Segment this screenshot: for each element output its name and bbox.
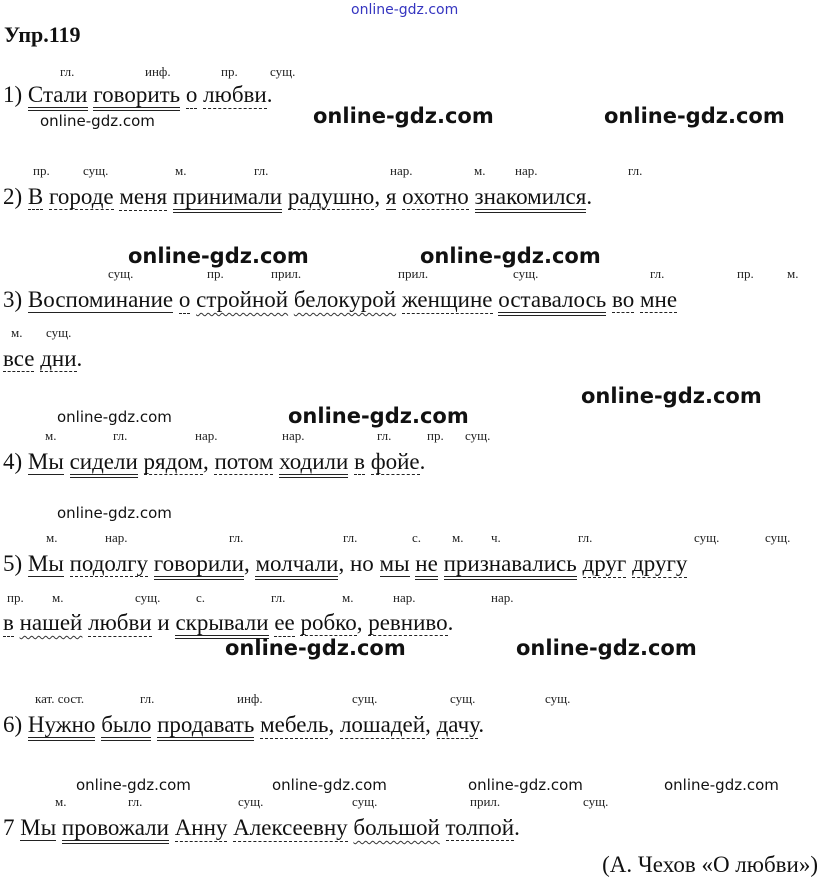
word-adverbial: ревниво [368,610,448,635]
pos-label: сущ. [545,691,571,706]
word-object: любви [203,82,267,107]
pos-label: гл. [343,530,358,545]
punct: , [202,449,215,474]
sentence-2 [3,184,592,210]
word-object: о [185,82,198,107]
pos-label: гл. [628,163,643,178]
word-adverbial: В [27,184,44,209]
word-predicate: Стали [28,82,88,111]
word-attribute: белокурой [293,287,397,312]
pos-label: инф. [237,691,263,706]
pos-label: сущ. [694,530,720,545]
watermark: online-gdz.com [225,636,406,660]
pos-label: гл. [113,428,128,443]
pos-label: гл. [254,163,269,178]
word-adverbial: в [354,449,365,474]
word-subject: Воспоминание [27,287,174,312]
word-adverbial: рядом [143,449,203,474]
word-subject: Мы [27,551,64,576]
word-object: меня [119,184,168,209]
watermark: online-gdz.com [272,776,387,794]
word-predicate: провожали [62,815,169,844]
punct: , [356,610,369,635]
sentence-3-line-1 [3,287,677,313]
pos-label: прил. [398,266,429,281]
watermark: online-gdz.com [581,384,762,408]
pos-label: сущ. [765,530,791,545]
pos-label: с. [196,590,206,605]
pos-label: инф. [145,64,171,79]
word-object: о [178,287,191,312]
word-adverbial: все [3,346,35,371]
word-adverbial: мне [640,287,678,312]
pos-label: нар. [282,428,305,443]
pos-label: с. [412,530,422,545]
pos-label: м. [52,590,64,605]
word-attribute: большой [353,815,440,840]
pos-label: нар. [390,163,413,178]
pos-label: пр. [7,590,24,605]
sentence-number: 3) [3,287,23,312]
watermark: online-gdz.com [288,404,469,428]
word-predicate: знакомился [475,184,587,213]
watermark: online-gdz.com [57,408,172,426]
exercise-title: Упр.119 [4,22,81,47]
pos-label: пр. [427,428,444,443]
watermark: online-gdz.com [76,776,191,794]
pos-label: сущ. [352,691,378,706]
pos-label: сущ. [83,163,109,178]
pos-label: сущ. [465,428,491,443]
pos-label: м. [55,794,67,809]
pos-label: сущ. [270,64,296,79]
punct: . [76,346,83,371]
word-object: Алексеевну [233,815,348,840]
pos-label: нар. [195,428,218,443]
watermark: online-gdz.com [468,776,583,794]
pos-label: сущ. [238,794,264,809]
sentence-5-line-1 [3,551,687,577]
watermark: online-gdz.com [604,104,785,128]
word-attribute: стройной [196,287,289,312]
word-predicate: оставалось [498,287,606,316]
word-predicate: Нужно [28,712,96,741]
sentence-number: 7 [3,815,15,840]
word-predicate: продавать [157,712,254,741]
pos-label: пр. [207,266,224,281]
sentence-5-line-2 [3,610,453,636]
pos-label: нар. [105,530,128,545]
pos-label: гл. [578,530,593,545]
word-adverbial: дни [40,346,77,371]
pos-label: м. [45,428,57,443]
word-adverbial: толпой [445,815,515,840]
sentence-4 [3,449,425,475]
word-object: мебель [260,712,329,737]
punct: , [425,712,437,737]
punct: . [586,184,593,209]
punct: . [478,712,485,737]
word-predicate: признавались [444,551,577,580]
word-object: Анну [174,815,228,840]
word-object: лошадей [339,712,426,737]
pos-label: сущ. [583,794,609,809]
punct: , [374,184,386,209]
word-object: другу [632,551,688,576]
word-adverbial: городе [49,184,114,209]
word-subject: мы [379,551,410,576]
word-object: дачу [436,712,479,737]
pos-label: гл. [60,64,75,79]
word-object: друг [582,551,627,576]
source-attribution: (А. Чехов «О любви») [602,852,818,877]
word-predicate: ходили [279,449,348,478]
watermark: online-gdz.com [420,244,601,268]
sentence-6 [3,712,484,738]
pos-label: сущ. [108,266,134,281]
watermark: online-gdz.com [57,504,172,522]
word-predicate: принимали [173,184,282,213]
sentence-3-line-2 [3,346,82,372]
watermark: online-gdz.com [664,776,779,794]
word-predicate: скрывали [175,610,268,639]
sentence-1 [3,82,272,108]
pos-label: гл. [229,530,244,545]
pos-label: гл. [650,266,665,281]
word-subject: Мы [20,815,57,840]
pos-label: м. [342,590,354,605]
sentence-number: 2) [3,184,23,209]
watermark: online-gdz.com [128,244,309,268]
word-subject: я [385,184,397,209]
punct: . [419,449,426,474]
punct: , [328,712,340,737]
word-object: женщине [401,287,493,312]
pos-label: прил. [470,794,501,809]
word-conjunction: но [349,551,374,576]
pos-label: пр. [221,64,238,79]
word-predicate: было [101,712,151,741]
pos-label: м. [175,163,187,178]
word-adverbial: во [612,287,635,312]
word-adverbial: охотно [402,184,469,209]
punct: . [514,815,520,840]
pos-label: м. [787,266,799,281]
punct: , [243,551,256,576]
word-attribute: нашей [19,610,83,635]
pos-label: м. [11,325,23,340]
watermark: online-gdz.com [516,636,697,660]
pos-label: м. [452,530,464,545]
sentence-number: 5) [3,551,23,576]
pos-label: пр. [33,163,50,178]
word-predicate: говорили [154,551,244,580]
word-subject: Мы [27,449,64,474]
word-predicate: не [415,551,438,580]
word-adverbial: потом [214,449,274,474]
sentence-number: 1) [3,82,23,107]
pos-label: прил. [271,266,302,281]
word-predicate: молчали [255,551,338,580]
sentence-number: 4) [3,449,23,474]
pos-label: ч. [491,530,501,545]
pos-label: нар. [491,590,514,605]
word-conjunction: и [157,610,170,635]
pos-label: м. [474,163,486,178]
word-predicate: сидели [70,449,138,478]
word-object: любви [88,610,152,635]
word-predicate: говорить [93,82,180,111]
word-adverbial: подолгу [69,551,149,576]
punct: , [338,551,350,576]
sentence-7 [3,815,520,841]
pos-label: нар. [393,590,416,605]
sentence-number: 6) [3,712,23,737]
watermark-top: online-gdz.com [351,2,459,18]
punct: . [266,82,273,107]
word-object: ее [274,610,295,635]
watermark: online-gdz.com [40,112,155,130]
pos-label: гл. [271,590,286,605]
pos-label: сущ. [513,266,539,281]
pos-label: сущ. [450,691,476,706]
pos-label: гл. [377,428,392,443]
word-object: в [3,610,14,635]
pos-label: гл. [140,691,155,706]
pos-label: м. [46,530,58,545]
pos-label: сущ. [135,590,161,605]
word-adverbial: радушно [287,184,375,209]
word-adverbial: фойе [370,449,420,474]
pos-label: сущ. [46,325,72,340]
word-adverbial: робко [300,610,357,635]
punct: . [447,610,454,635]
pos-label: нар. [515,163,538,178]
watermark: online-gdz.com [313,104,494,128]
pos-label: гл. [128,794,143,809]
pos-label: сущ. [352,794,378,809]
pos-label: пр. [737,266,754,281]
pos-label: кат. сост. [35,691,85,706]
